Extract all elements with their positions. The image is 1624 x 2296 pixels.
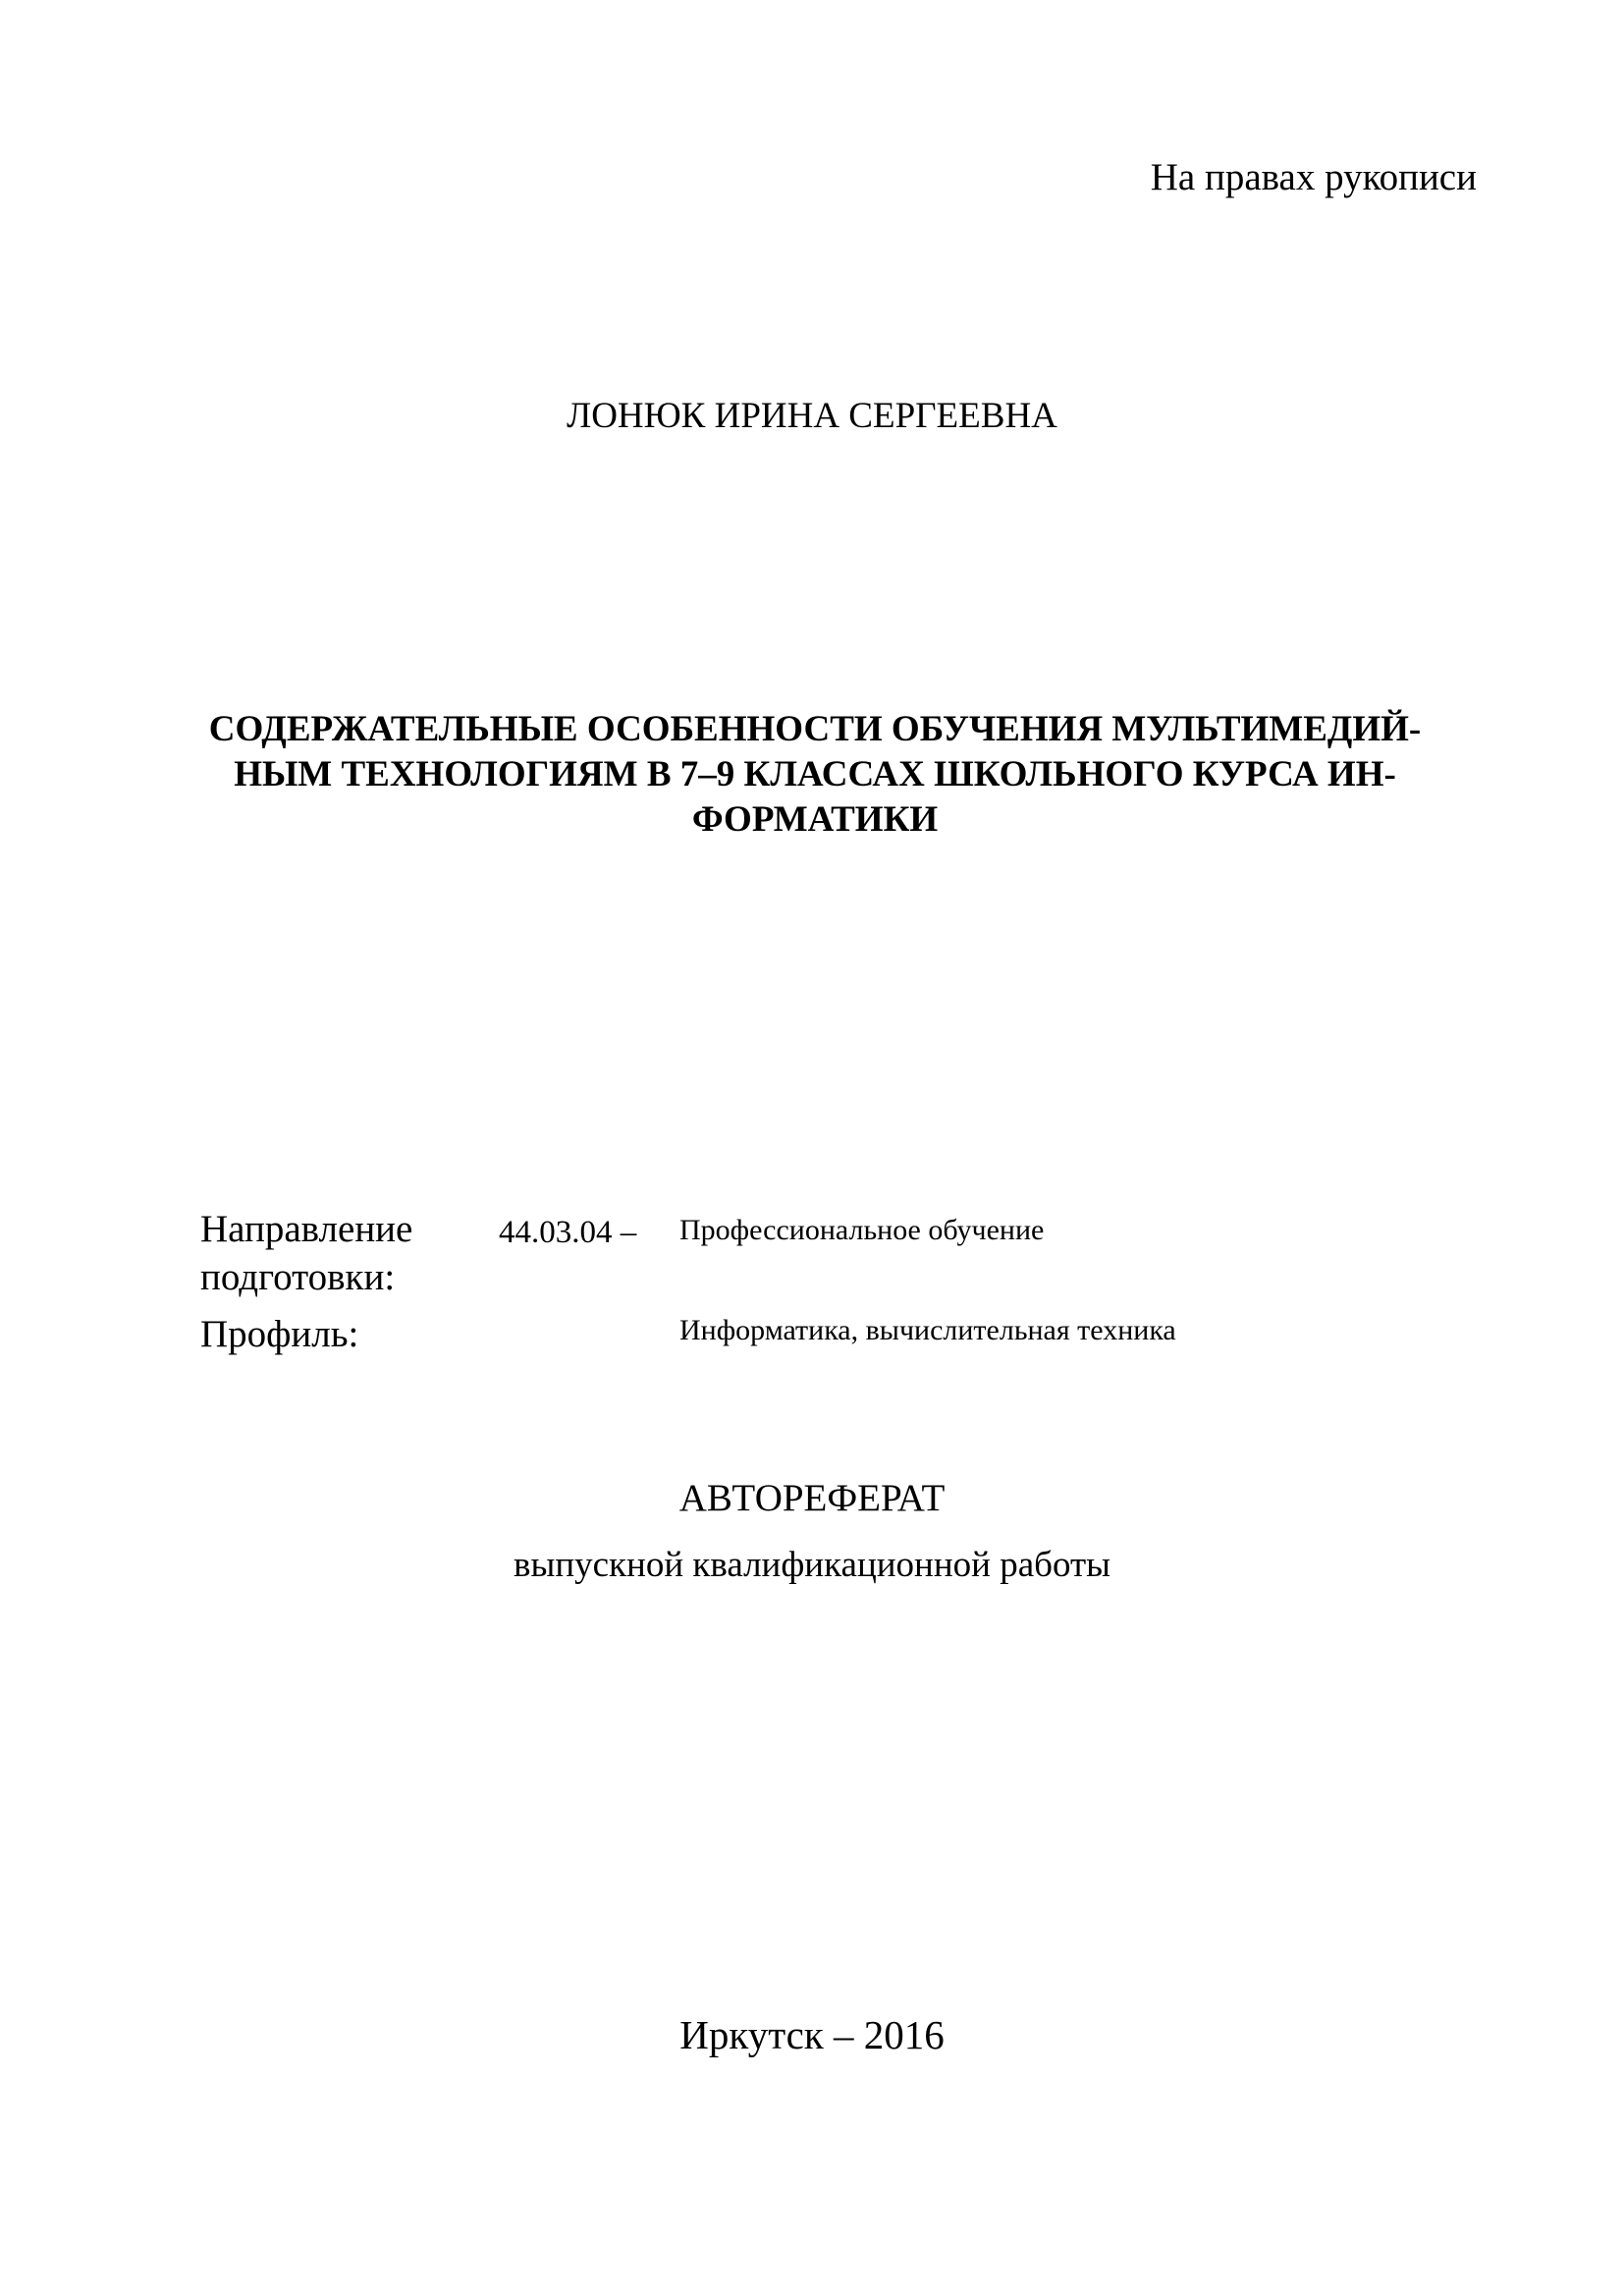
- profile-label: Профиль:: [200, 1313, 359, 1355]
- document-type: АВТОРЕФЕРАТ: [678, 1477, 946, 1519]
- profile-value: Информатика, вычислительная техника: [679, 1314, 1176, 1346]
- thesis-title-line: ФОРМАТИКИ: [691, 799, 939, 840]
- direction-code: 44.03.04 –: [499, 1215, 637, 1250]
- direction-value: Профессиональное обучение: [679, 1214, 1045, 1246]
- author-name: ЛОНЮК ИРИНА СЕРГЕЕВНА: [567, 396, 1057, 436]
- direction-label-line2: подготовки:: [200, 1256, 396, 1298]
- thesis-title: [147, 707, 1483, 843]
- place-year: Иркутск – 2016: [679, 2012, 945, 2057]
- thesis-title-line: СОДЕРЖАТЕЛЬНЫЕ ОСОБЕННОСТИ ОБУЧЕНИЯ МУЛЬТИМЕДИЙ-: [208, 709, 1422, 749]
- direction-label-line1: Направление: [200, 1208, 413, 1250]
- document-subtitle: выпускной квалификационной работы: [513, 1545, 1110, 1585]
- manuscript-note: На правах рукописи: [1150, 156, 1477, 198]
- thesis-title-line: НЫМ ТЕХНОЛОГИЯМ В 7–9 КЛАССАХ ШКОЛЬНОГО КУРСА ИН-: [234, 754, 1396, 794]
